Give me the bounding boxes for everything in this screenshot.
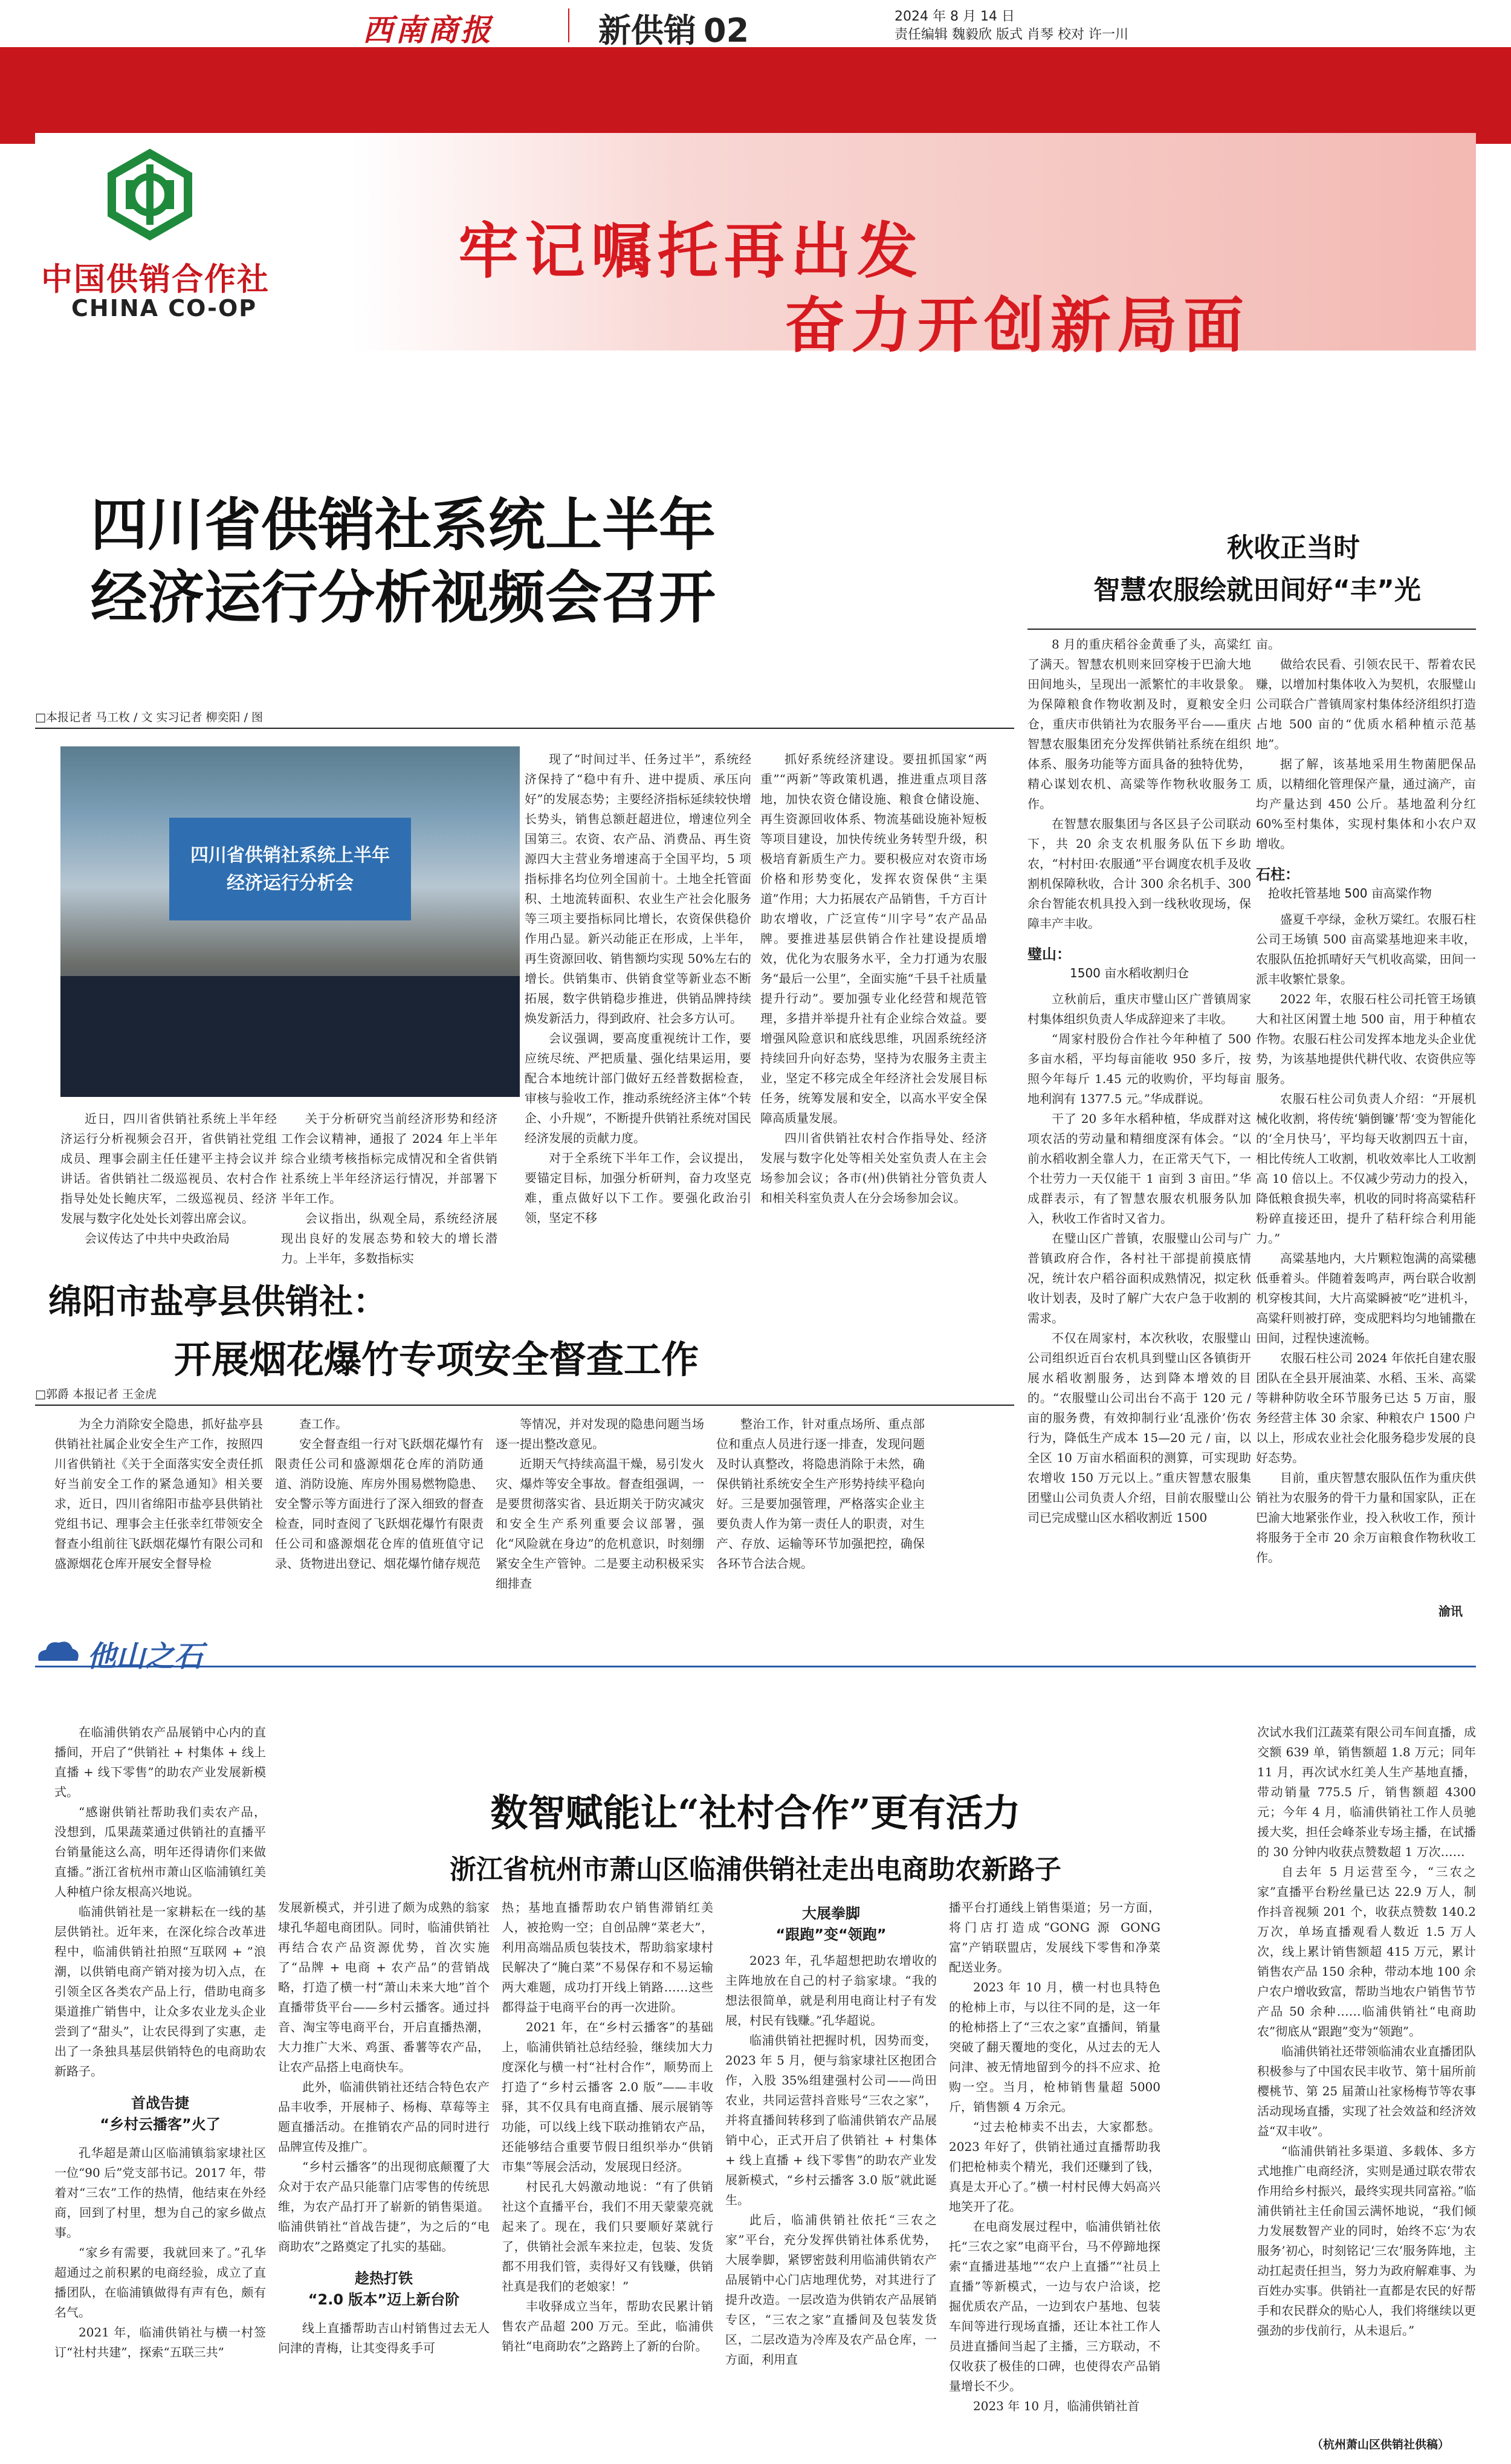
page-number: 02: [704, 11, 749, 50]
article4-author: （杭州萧山区供销社供稿）: [1312, 2438, 1450, 2451]
article1-col4: 抓好系统经济建设。要扭抓国家“两重”“两新”等政策机遇，推进重点项目落地，加快农资仓储设施、粮食仓储设施、再生资源回收体系、物流基础设施补短板等项目建设，加快传统业务转型升级，积极培育新质生产力。要积极应对农资市场价格和形势变化，发挥农资保供“主渠道”作用；大力拓展农产品销售，千方百计助农增收，广泛宣传“川字号”农产品品牌。要推进基层供销合作社建设提质增效，优化为农服务水平，全力打通为农服务“最后一公里”，全面实施“千县千社质量提升行动”。要加强专业化经营和规范管理，多措并举提升社有企业综合效益。要增强风险意识和底线思维，巩固系统经济持续回升向好态势，坚持为农服务主责主业，坚定不移完成全年经济社会发展目标任务，统筹发展和安全，以高水平安全保障高质量发展。 四川省供销社农村合作指导处、经济发展与数字化处等相关处室负责人在主会场参加会议；各市(州)供销社分管负责人和相关科室负责人在分会场参加会议。: [760, 752, 987, 1205]
article2-title-line2: 智慧农服绘就田间好“丰”光: [1093, 575, 1421, 606]
masthead-editors: 责任编辑 魏毅欣 版式 肖琴 校对 许一川: [895, 27, 1128, 42]
article4-title-line2: 浙江省杭州市萧山区临浦供销社走出电商助农新路子: [450, 1854, 1061, 1885]
section-name: [598, 5, 749, 51]
article4-sub3: [725, 1901, 937, 1944]
article2-title: [1027, 526, 1487, 607]
article1-divider: [35, 728, 1014, 729]
article4-colC: 热；基地直播帮助农户销售滞销红美人，被抢购一空；自创品牌“菜老大”，利用高端品质包装技术，帮助翁家埭村民解决了“腌白菜”不易保存和不易运输两大难题，成功打开线上销路……这些都得益于电商平台的再一次进阶。 2021 年，在“乡村云播客”的基础上，临浦供销社总结经验，继续加大力度深化与横一村“社村合作”，顺势而上打造了“乡村云播客 2.0 版”——丰收驿，其不仅具有电商直播、展示展销等功能，可以线上线下联动推销农产品，还能够结合重要节假日组织举办“供销市集”等展会活动，发展现日经济。 村民孔大妈激动地说：“有了供销社这个直播平台，我们不用天蒙蒙亮就起来了。现在，我们只要顺好菜就行了，供销社会派车来拉走，包装、发货都不用我们管，卖得好又有钱赚，供销社真是我们的老娘家！” 丰收驿成立当年，帮助农民累计销售农产品超 200 万元。至此，临浦供销社“电商助农”之路跨上了新的台阶。: [502, 1900, 713, 2353]
article2-sub1: [1027, 942, 1251, 981]
article3-col3: 等情况，并对发现的隐患问题当场逐一提出整改意见。 近期天气持续高温干燥，易引发火灾、爆炸等安全事故。督查组强调，一是要贯彻落实省、县近期关于防灾减灾和安全生产系列重要会议部署，强化“风险就在身边”的危机意识，时刻绷紧安全生产管钟。二是要主动积极采实细排查: [496, 1417, 704, 1591]
masthead-divider: [568, 8, 569, 42]
article4-colB: 发展新模式，并引进了颇为成熟的翁家埭孔华超电商团队。同时，临浦供销社再结合农产品资源优势，首次实施了“品牌 + 电商 + 农产品”的营销战略，打造了横一村“萧山未来大地”首个直播带货平台——乡村云播客。通过抖音、淘宝等电商平台，开启直播热潮，大力推广大米、鸡蛋、番薯等农产品，让农产品搭上电商快车。 此外，临浦供销社还结合特色农产品丰收季，开展柿子、杨梅、草莓等主题直播活动。在推销农产品的同时进行品牌宣传及推广。 “乡村云播客”的出现彻底颠覆了大众对于农产品只能靠门店零售的传统思维，为农产品打开了崭新的销售渠道。临浦供销社“首战告捷”，为之后的“电商助农”之路奠定了扎实的基础。 趁热打铁 “2.0 版本”迈上新台阶 线上直播帮助吉山村销售过去无人问津的青梅，让其变得炙手可: [278, 1900, 490, 2355]
paper-name: 西南商报: [363, 12, 493, 48]
article2-sub2-subtitle: 抢收托管基地 500 亩高粱作物: [1268, 886, 1432, 901]
article2-author: 渝讯: [1438, 1604, 1463, 1618]
article4-colD: 大展拳脚 “跟跑”变“领跑” 2023 年，孔华超想把助农增收的主阵地放在自己的村子翁家埭。“我的想法很简单，就是利用电商让村子有发展，村民有钱赚。”孔华超说。 临浦供销社把握时机，因势而变，2023 年 5 月，便与翁家埭社区抱团合作，入股 35%组建强村公司——尚田农业，共同运营抖音账号“三农之家”，并将直播间转移到了临浦供销农产品展销中心，正式开启了供销社 + 村集体 + 线上直播 + 线下零售”的助农产业发展新模式，“乡村云播客 3.0 版”就此诞生。 此后，临浦供销社依托“三农之家”平台，充分发挥供销社体系优势，大展拳脚，紧锣密鼓利用临浦供销农产品展销中心门店地理优势，对其进行了提升改造。一层改造为供销农产品展销专区，“三农之家”直播间及包装发货区，二层改造为冷库及农产品仓库，一方面，利用直: [725, 1898, 937, 2442]
article2-col1: 8 月的重庆稻谷金黄垂了头，高粱红了满天。智慧农机则来回穿梭于巴渝大地田间地头，呈现出一派繁忙的丰收景象。为保障粮食作物收割及时，夏粮安全归仓，重庆市供销社为农服务平台——重庆智慧农服集团充分发挥供销社系统在组织体系、服务功能等方面具备的独特优势，精心谋划农机、高粱等作物秋收服务工作。 在智慧农服集团与各区县子公司联动下，共 20 余支农机服务队伍下乡助农，“村村田·农服通”平台调度农机手及收割机保障秋收，合计 300 余名机手、300 余台智能农机具投入到一线秋收现场，保障丰产丰收。 璧山： 1500 亩水稻收割归仓 立秋前后，重庆市璧山区广普镇周家村集体组织负责人华成辞迎来了丰收。 “周家村股份合作社今年种植了 500 多亩水稻，平均每亩能收 950 多斤，按照今年每斤 1.45 元的收购价，平均每亩地利润有 1377.5 元。”华成群说。 干了 20 多年水稻种植，华成群对这项农活的劳动量和精细度深有体会。“以前水稻收割全靠人力，在正常天气下，一个壮劳力一天仅能干 1 亩到 3 亩田。”华成群表示，有了智慧农服农机服务队加入，秋收工作省时又省力。 在璧山区广普镇，农服璧山公司与广普镇政府合作，各村社干部提前摸底情况，统计农户稻谷面积成熟情况，拟定秋收计划表，及时了解广大农户急于收割的需求。 不仅在周家村，本次秋收，农服璧山公司组织近百台农机具到璧山区各镇街开展水稻收割服务，达到降本增效的目的。“农服璧山公司出台不高于 120 元 / 亩的服务费，有效抑制行业‘乱涨价’伤农行为，降低生产成本 15—20 元 / 亩，以全区 10 万亩水稻面积的测算，可实现助农增收 150 万元以上。”重庆智慧农服集团璧山公司负责人介绍，目前农服璧山公司已完成璧山区水稻收割近 1500: [1027, 637, 1251, 1525]
article4-colA: 在临浦供销农产品展销中心内的直播间，开启了“供销社 + 村集体 + 线上直播 + 线下零售”的助农产业发展新模式。 “感谢供销社帮助我们卖农产品，没想到，瓜果蔬菜通过供销社的直播平台销量能这么高，明年还得请你们来做直播。”浙江省杭州市萧山区临浦镇红美人种植户徐友根高兴地说。 临浦供销社是一家耕耘在一线的基层供销社。近年来，在深化综合改革进程中，临浦供销社拍照“互联网 + ”浪潮，以供销电商产销对接为切入点，在引领全区各类农产品上行，借助电商多渠道推广销售中，让众多农业龙头企业尝到了“甜头”，让农民得到了实惠，走出了一条独具基层供销特色的电商助农新路子。 首战告捷 “乡村云播客”火了 孔华超是萧山区临浦镇翁家埭社区一位“90 后”党支部书记。2017 年，带着对“三农”工作的热情，他结束在外经商，回到了村里，想为自己的家乡做点事。 “家乡有需要，我就回来了。”孔华超通过之前积累的电商经验，成立了直播团队，在临浦镇做得有声有色，颇有名气。 2021 年，临浦供销社与横一村签订“社村共建”，探索“五联三共”: [54, 1725, 266, 2359]
article2-col2: 亩。 做给农民看、引领农民干、帮着农民赚，以增加村集体收入为契机，农服璧山公司联合广普镇周家村集体经济组织打造占地 500 亩的“优质水稻种植示范基地”。 据了解，该基地采用生物菌肥保品质，以精细化管理保产量，通过滴产，亩均产量达到 450 公斤。基地盈利分红 60%至村集体，实现村集体和小农户双增收。 石柱： 抢收托管基地 500 亩高粱作物 盛夏千亭绿，金秋万粱红。农服石柱公司王场镇 500 亩高粱基地迎来丰收，农服队伍抢抓晴好天气机收高粱，田间一派丰收繁忙景象。 2022 年，农服石柱公司托管王场镇大和社区闲置土地 500 亩，用于种植农作物。农服石柱公司发挥本地龙头企业优势，为该基地提供代耕代收、农资供应等服务。 农服石柱公司负责人介绍：“开展机械化收割，将传统‘躺倒镰’帮‘变为智能化的‘全月快马’，平均每天收割四五十亩，相比传统人工收割，机收效率比人工收割高 10 倍以上。不仅减少劳动力的投入，降低粮食损失率，机收的同时将高粱秸秆粉碎直接还田，提升了秸秆综合利用能力。” 高粱基地内，大片颗粒饱满的高粱穗低垂着头。伴随着轰鸣声，两台联合收割机穿梭其间，大片高粱瞬被“吃”进机斗，高粱秆则被打碎，变成肥料均匀地铺撒在田间，过程快速流畅。 农服石柱公司 2024 年依托自建农服团队在全县开展油菜、水稻、玉米、高粱等耕种防收全环节服务已达 5 万亩，服务经营主体 30 余家、种粮农户 1500 户以上，形成农业社会化服务稳步发展的良好态势。 目前，重庆智慧农服队伍作为重庆供销社为农服务的骨干力量和国家队，正在巴渝大地紧张作业，投入秋收工作，预计将服务于全市 20 余万亩粮食作物秋收工作。: [1256, 637, 1476, 1565]
article3-byline: □郭爵 本报记者 王金虎: [35, 1388, 157, 1401]
article3-title: [35, 1275, 1014, 1383]
article2-sub1-subtitle: 1500 亩水稻收割归仓: [1070, 966, 1189, 980]
article4-title: [242, 1783, 1269, 1886]
article4-sub1-subtitle: “乡村云播客”火了: [100, 2116, 221, 2133]
photo-banner-line1: 四川省供销社系统上半年: [190, 845, 390, 866]
article1-byline: □本报记者 马工枚 / 文 实习记者 柳奕阳 / 图: [35, 711, 264, 724]
masthead-date: 2024 年 8 月 14 日: [895, 9, 1015, 24]
article4-sub2: [278, 2266, 490, 2309]
section-label: [35, 1632, 1476, 1674]
article2-sub2: [1256, 862, 1476, 901]
banner-slogan-1: 牢记嘱托再出发: [458, 216, 924, 286]
article1-title: [91, 490, 716, 635]
article3-col2: 查工作。 安全督查组一行对飞跃烟花爆竹有限责任公司和盛源烟花仓库的消防通道、消防设施、库房外围易燃物隐患、安全警示等方面进行了深入细致的督查检查，同时查阅了飞跃烟花爆竹有限责任公司和盛源烟花仓库的值班值守记录、货物进出登记、烟花爆竹储存规范: [275, 1417, 484, 1571]
logo-emblem: [102, 146, 198, 243]
banner-slogan-2: 奋力开创新局面: [785, 290, 1250, 361]
article4-title-line1: 数智赋能让“社村合作”更有活力: [490, 1791, 1021, 1835]
article3-title-line1: 绵阳市盐亭县供销社：: [48, 1282, 387, 1322]
article3-title-line2: 开展烟花爆竹专项安全督查工作: [174, 1337, 699, 1382]
section-title: 新供销: [598, 11, 696, 50]
article4-colE: 播平台打通线上销售渠道；另一方面，将门店打造成“GONG 源 GONG 富”产销联盟店，发展线下零售和净菜配送业务。 2023 年 10 月，横一村也具特色的枪柿上市，与以往不同的是，这一年的枪柿搭上了“三农之家”直播间，销量突破了翻天覆地的变化，从过去的无人问津、被无情地留到今的抖不应求、抢购一空。当月，枪柿销售量超 5000 斤，销售额 4 万余元。 “过去枪柿卖不出去，大家都愁。2023 年好了，供销社通过直播帮助我们把枪柿卖个精光，我们还赚到了钱，真是太开心了。”横一村村民傅大妈高兴地笑开了花。 在电商发展过程中，临浦供销社依托“三农之家”电商平台，马不停蹄地探索“直播进基地”“农户上直播”“社员上直播”等新模式，一边与农户洽谈，挖掘优质农产品，一边到农户基地、包装车间等进行现场直播，还让本社工作人员进直播间当起了主播，三方联动，不仅收获了极佳的口碑，也使得农产品销量增长不少。 2023 年 10 月，临浦供销社首: [949, 1900, 1160, 2413]
article1-photo: [60, 746, 520, 1097]
article3-divider: [35, 1405, 1014, 1406]
article4-sub1-title: 首战告捷: [131, 2095, 189, 2112]
article4-sub2-title: 趁热打铁: [355, 2270, 413, 2287]
masthead: [0, 0, 1511, 145]
article1-col3: 现了“时间过半、任务过半”，系统经济保持了“稳中有升、进中提质、承压向好”的发展态势；主要经济指标延续较快增长势头，销售总额赶超进位，增速位列全国第三。农资、农产品、消费品、再生资源四大主营业务增速高于全国平均，5 项指标排名均位列全国前十。土地全托管面积、土地流转面积、农业生产社会化服务等三项主要指标同比增长，农资保供稳价作用凸显。新兴动能正在形成，上半年，再生资源回收、销售额均实现 50%左右的增长。供销集市、供销食堂等新业态不断拓展，数字供销稳步推进，供销品牌持续焕发新活力，得到政府、社会多方认可。 会议强调，要高度重视统计工作，要应统尽统、严把质量、强化结果运用，要配合本地统计部门做好五经普数据检查，审核与验收工作，推动系统经济主体“个转企、小升规”，不断提升供销社系统对国民经济发展的贡献力度。 对于全系统下半年工作，会议提出，要锚定目标，加强分析研判，奋力攻坚克难，重点做好以下工作。要强化政治引领，坚定不移: [525, 752, 751, 1225]
article2-title-line1: 秋收正当时: [1227, 532, 1360, 563]
article1-col1: 近日，四川省供销社系统上半年经济运行分析视频会召开，省供销社党组成员、理事会副主任任建平主持会议并讲话。省供销社二级巡视员、农村合作指导处处长鲍庆军，二级巡视员、经济发展与数字化处处长刘蓉出席会议。 会议传达了中共中央政治局: [60, 1111, 277, 1246]
article1-col2: 关于分析研究当前经济形势和经济工作会议精神，通报了 2024 年上半年综合业绩考核指标完成情况和全省供销社系统上半年经济运行情况，并部署下半年工作。 会议指出，纵观全局，系统经济展现出良好的发展态势和较大的增长潜力。上半年，多数指标实: [281, 1111, 497, 1266]
section-label-text: 他山之石: [87, 1640, 204, 1673]
article2-divider: [1027, 629, 1476, 630]
article4-colF: 次试水我们江蔬菜有限公司车间直播，成交额 639 单，销售额超 1.8 万元；同年 11 月，再次试水红美人生产基地直播，带动销量 775.5 斤，销售额超 4300 元；今年 4 月，临浦供销社工作人员驰援大奖，担任会峰茶业专场主播，在试播的 30 分钟内收获点赞数超 1 万次…… 自去年 5 月运营至今，“三农之家”直播平台粉丝量已达 22.9 万人，制作抖音视频 201 个，收获点赞数 140.2 万次，单场直播观看人数近 1.5 万人次，线上累计销售额超 415 万元，累计销售农产品 150 余种，带动本地 100 余户农户增收致富，帮助当地农户销售节节产品 50 余种……临浦供销社“电商助农”彻底从“跟跑”变为“领跑”。 临浦供销社还带领临浦农业直播团队积极参与了中国农民丰收节、第十届所前樱桃节、第 25 届萧山社家杨梅节等农事活动现场直播，实现了社会效益和经济效益“双丰收”。 “临浦供销社多渠道、多载体、多方式地推广电商经济，实则是通过联农带农作用给乡村振兴，最终实现共同富裕。”临浦供销社主任俞国云满怀地说，“我们倾力发展数智产业的同时，始终不忘‘为农服务’初心，时刻铭记‘三农’服务阵地，主动扛起责任担当，努力为政府解难事、为百姓办实事。供销社一直都是农民的好帮手和农民群众的贴心人，我们将继续以更强劲的步伐前行，从未退后。”: [1257, 1725, 1476, 2338]
photo-banner: [169, 818, 411, 920]
article4-sub1: [54, 2091, 266, 2133]
article2-sub1-title: 璧山：: [1027, 946, 1071, 963]
article1-title-line1: 四川省供销社系统上半年: [91, 493, 716, 558]
cloud-icon: [35, 1637, 81, 1667]
article3-col4: 整治工作，针对重点场所、重点部位和重点人员进行逐一排查，发现问题及时认真整改，将隐患消除于未然，确保供销社系统安全生产形势持续平稳向好。三是要加强管理，严格落实企业主要负责人作为第一责任人的职责，对生产、存放、运输等环节加强把控，确保各环节合法合规。: [716, 1417, 925, 1571]
article3-col1: 为全力消除安全隐患，抓好盐亭县供销社社属企业安全生产工作，按照四川省供销社《关于全面落实安全责任抓好当前安全工作的紧急通知》相关要求，近日，四川省绵阳市盐亭县供销社党组书记、理事会主任张幸红带领安全督查小组前往飞跃烟花爆竹有限公司和盛源烟花仓库开展安全督导检: [54, 1417, 263, 1571]
photo-banner-line2: 经济运行分析会: [227, 873, 354, 894]
logo-cn: 中国供销合作社: [41, 262, 270, 298]
photo-table: [60, 976, 520, 1097]
co-op-logo-icon: [102, 146, 198, 243]
article1-title-line2: 经济运行分析视频会召开: [91, 565, 716, 631]
section-label-bar: [35, 1666, 1476, 1667]
article4-sub3-subtitle: “跟跑”变“领跑”: [775, 1926, 887, 1943]
logo-en: CHINA CO-OP: [71, 295, 257, 322]
article4-sub2-subtitle: “2.0 版本”迈上新台阶: [308, 2291, 460, 2308]
section-label-icon: [35, 1637, 81, 1667]
article4-sub3-title: 大展拳脚: [802, 1905, 860, 1922]
banner: [35, 133, 1476, 361]
masthead-band: [0, 47, 1511, 144]
article2-sub2-title: 石柱：: [1256, 866, 1299, 883]
